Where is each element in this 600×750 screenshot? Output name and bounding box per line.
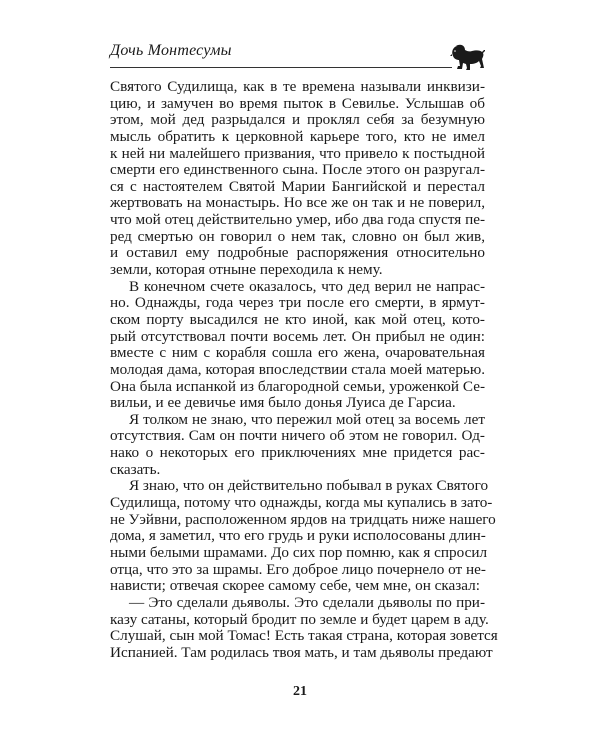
text-line: вильи, и ее девичье имя было донья Луиса де Гарсиа. [110, 394, 456, 412]
page-number: 21 [293, 684, 307, 699]
text-line: Судилища, потому что однажды, когда мы купались в зато- [110, 494, 493, 512]
text-line: жертвовать на монастырь. Но все же он так и не поверил, [110, 194, 485, 212]
text-line: Я знаю, что он действительно побывал в руках Святого [129, 477, 489, 495]
text-line: и оставил ему подробные распоряжения относительно [110, 244, 485, 262]
text-line: этом, мой дед разрыдался и проклял себя за безумную [110, 111, 485, 129]
text-line: дома, я заметил, что его грудь и руки исполосованы длин- [110, 527, 486, 545]
text-line: В конечном счете оказалось, что дед верил не напрас- [129, 277, 485, 295]
text-line: но. Однажды, года через три после его смерти, в ярмут- [110, 294, 485, 312]
text-line: Испанией. Там родилась твоя мать, и там дьяволы предают [110, 643, 493, 661]
text-line: вместе с ним с корабля сошла его жена, очаровательная [110, 344, 485, 362]
paragraph [110, 593, 498, 662]
paragraph [110, 79, 485, 279]
text-line: не Уэйвни, расположенном ярдов на тридцать ниже нашего [110, 510, 496, 528]
text-line: Я толком не знаю, что пережил мой отец за восемь лет [129, 410, 485, 428]
running-title: Дочь Монтесумы [110, 42, 232, 59]
text-line: Слушай, сын мой Томас! Есть такая страна, которая зовется [110, 627, 498, 645]
text-line: молодая дама, которая впоследствии стала моей матерью. [110, 360, 485, 378]
text-line: что мой отец действительно умер, ибо два года спустя пе- [110, 211, 485, 229]
text-line: сказать. [110, 460, 161, 478]
text-line: мысль обратить к церковной карьере того, кто не имел [110, 127, 485, 145]
text-line: ными белыми шрамами. До сих пор помню, как я спросил [110, 543, 488, 561]
text-line: нависти; отвечая скорее самому себе, чем мне, он сказал: [110, 577, 480, 595]
text-line: отца, что это за шрамы. Его доброе лицо почернело от не- [110, 560, 486, 578]
text-line: ред смертью он говорил о нем так, словно он был жив, [110, 227, 485, 245]
text-line: нако о некоторых его приключениях мне придется рас- [110, 444, 485, 462]
text-line: — Это сделали дьяволы. Это сделали дьяволы по при- [129, 593, 485, 611]
header-rule [110, 67, 452, 68]
text-line: ском порту высадился не кто иной, как мой отец, кото- [110, 310, 485, 328]
body-text [110, 78, 498, 661]
text-line: отсутствия. Сам он почти ничего об этом не говорил. Од- [110, 427, 485, 445]
text-line: цию, и замучен во время пыток в Севилье. Услышав об [110, 94, 485, 112]
text-line: казу сатаны, который бродит по земле и будет царем в аду. [110, 610, 489, 628]
lion-icon [449, 40, 485, 72]
text-line: рый отсутствовал почти восемь лет. Он прибыл не один: [110, 327, 485, 345]
paragraph [110, 412, 485, 479]
text-line: Она была испанкой из благородной семьи, уроженкой Се- [110, 377, 485, 395]
running-header [110, 40, 485, 72]
paragraph [110, 279, 485, 412]
text-line: смерти его единственного сына. После этого он разругал- [110, 161, 485, 179]
text-line: земли, которая отныне переходила к нему. [110, 261, 383, 279]
text-line: к ней ни малейшего призвания, что привело к постыдной [110, 144, 485, 162]
text-line: Святого Судилища, как в те времена называли инквизи- [110, 78, 485, 95]
text-line: ся с настоятелем Святой Марии Бангийской и перестал [110, 177, 485, 195]
paragraph [110, 477, 496, 595]
